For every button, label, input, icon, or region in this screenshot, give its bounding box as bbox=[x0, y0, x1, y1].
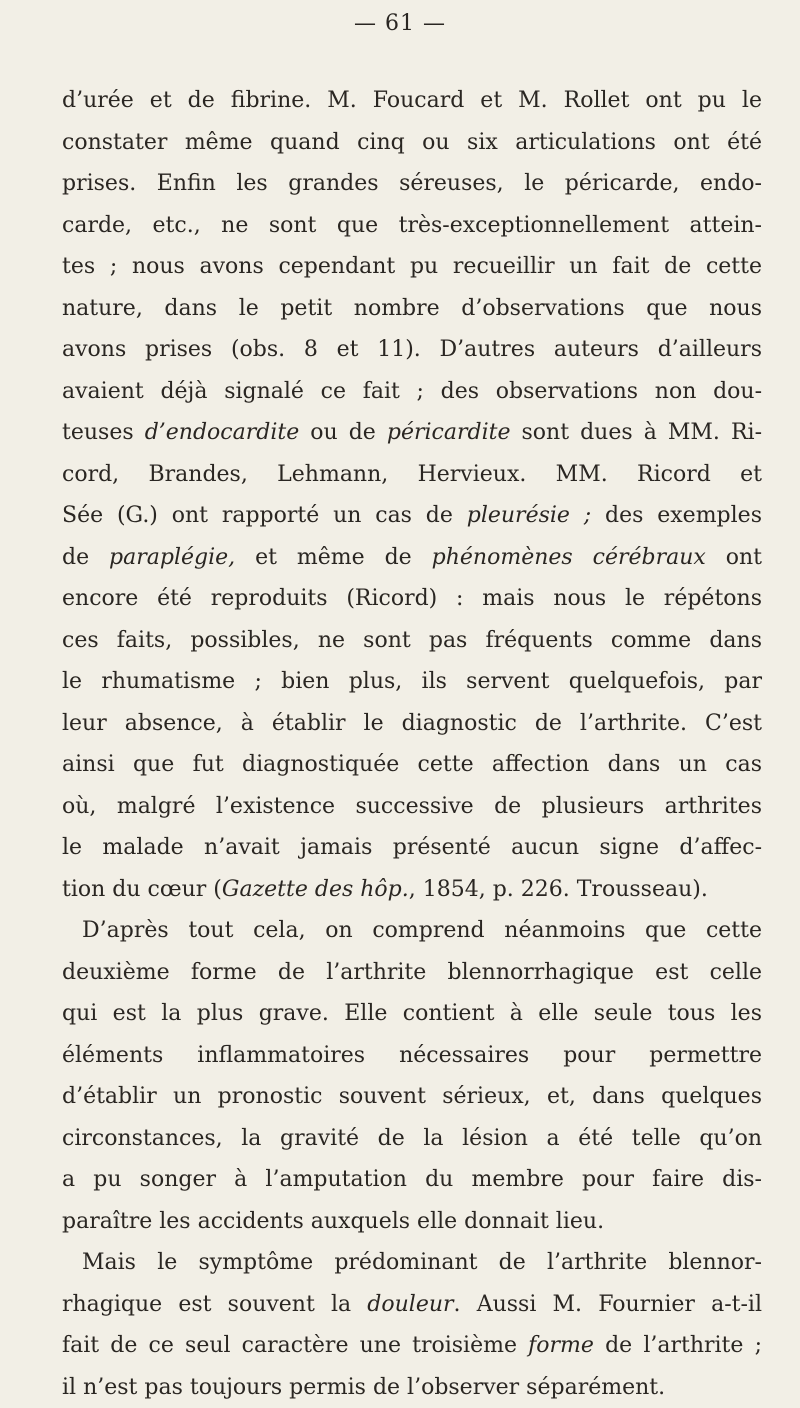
text-line bbox=[62, 1367, 762, 1408]
text-segment: cord, Brandes, Lehmann, Hervieux. MM. Ricord et bbox=[62, 462, 762, 487]
text-segment: ces faits, possibles, ne sont pas fréquents comme dans bbox=[62, 628, 762, 653]
italic-text: douleur bbox=[367, 1292, 453, 1317]
text-segment: d’urée et de fibrine. M. Foucard et M. Rollet ont pu le bbox=[62, 88, 762, 113]
text-line bbox=[62, 661, 762, 703]
text-line bbox=[62, 703, 762, 745]
text-segment: tes ; nous avons cependant pu recueillir un fait de cette bbox=[62, 254, 762, 279]
text-line bbox=[62, 537, 762, 579]
text-line bbox=[62, 578, 762, 620]
text-segment: il n’est pas toujours permis de l’observer séparément. bbox=[62, 1375, 665, 1400]
italic-text: pleurésie ; bbox=[467, 503, 591, 528]
text-line bbox=[62, 1284, 762, 1326]
text-segment: sont dues à MM. Ri- bbox=[510, 420, 762, 445]
italic-text: forme bbox=[528, 1333, 594, 1358]
text-segment: avaient déjà signalé ce fait ; des observations non dou- bbox=[62, 379, 762, 404]
text-segment: tion du cœur ( bbox=[62, 877, 222, 902]
text-segment: leur absence, à établir le diagnostic de l’arthrite. C’est bbox=[62, 711, 762, 736]
text-line bbox=[62, 80, 762, 122]
text-segment: Mais le symptôme prédominant de l’arthrite blennor- bbox=[82, 1250, 762, 1275]
text-segment: éléments inflammatoires nécessaires pour permettre bbox=[62, 1043, 762, 1068]
text-segment: nature, dans le petit nombre d’observations que nous bbox=[62, 296, 762, 321]
text-segment: carde, etc., ne sont que très-exceptionnellement attein- bbox=[62, 213, 762, 238]
text-line bbox=[62, 246, 762, 288]
text-line bbox=[62, 1325, 762, 1367]
text-line bbox=[62, 163, 762, 205]
text-line bbox=[62, 1159, 762, 1201]
text-segment: Sée (G.) ont rapporté un cas de bbox=[62, 503, 467, 528]
text-line bbox=[62, 620, 762, 662]
text-line bbox=[62, 412, 762, 454]
text-line bbox=[62, 1201, 762, 1243]
text-line bbox=[62, 122, 762, 164]
text-line bbox=[62, 786, 762, 828]
text-line bbox=[62, 205, 762, 247]
text-line bbox=[62, 869, 762, 911]
text-segment: teuses bbox=[62, 420, 145, 445]
text-segment: où, malgré l’existence successive de plusieurs arthrites bbox=[62, 794, 762, 819]
text-segment: ou de bbox=[299, 420, 387, 445]
text-segment: de bbox=[62, 545, 109, 570]
page-number: — 61 — bbox=[0, 11, 800, 36]
text-segment: circonstances, la gravité de la lésion a été telle qu’on bbox=[62, 1126, 762, 1151]
text-line bbox=[62, 371, 762, 413]
text-line bbox=[62, 288, 762, 330]
text-segment: le rhumatisme ; bien plus, ils servent quelquefois, par bbox=[62, 669, 762, 694]
text-segment: des exemples bbox=[591, 503, 762, 528]
italic-text: phénomènes cérébraux bbox=[432, 545, 706, 570]
text-segment: rhagique est souvent la bbox=[62, 1292, 367, 1317]
text-segment: avons prises (obs. 8 et 11). D’autres auteurs d’ailleurs bbox=[62, 337, 762, 362]
text-line bbox=[62, 993, 762, 1035]
text-segment: et même de bbox=[235, 545, 431, 570]
text-line bbox=[62, 827, 762, 869]
text-line bbox=[62, 1242, 762, 1284]
text-line bbox=[62, 1118, 762, 1160]
text-line bbox=[62, 952, 762, 994]
text-segment: fait de ce seul caractère une troisième bbox=[62, 1333, 528, 1358]
text-segment: constater même quand cinq ou six articulations ont été bbox=[62, 130, 762, 155]
text-segment: prises. Enfin les grandes séreuses, le péricarde, endo- bbox=[62, 171, 762, 196]
text-segment: deuxième forme de l’arthrite blennorrhagique est celle bbox=[62, 960, 762, 985]
text-segment: a pu songer à l’amputation du membre pour faire dis- bbox=[62, 1167, 762, 1192]
text-line bbox=[62, 910, 762, 952]
text-line bbox=[62, 744, 762, 786]
text-line bbox=[62, 454, 762, 496]
text-line bbox=[62, 329, 762, 371]
text-segment: d’établir un pronostic souvent sérieux, et, dans quelques bbox=[62, 1084, 762, 1109]
italic-text: d’endocardite bbox=[145, 420, 300, 445]
text-segment: . Aussi M. Fournier a-t-il bbox=[454, 1292, 762, 1317]
text-segment: qui est la plus grave. Elle contient à elle seule tous les bbox=[62, 1001, 762, 1026]
text-segment: , 1854, p. 226. Trousseau). bbox=[409, 877, 708, 902]
text-line bbox=[62, 1076, 762, 1118]
text-line bbox=[62, 1035, 762, 1077]
italic-text: péricardite bbox=[387, 420, 511, 445]
text-segment: de l’arthrite ; bbox=[594, 1333, 762, 1358]
text-segment: ainsi que fut diagnostiquée cette affection dans un cas bbox=[62, 752, 762, 777]
text-segment: ont bbox=[706, 545, 762, 570]
body-text bbox=[62, 80, 762, 1408]
text-segment: D’après tout cela, on comprend néanmoins que cette bbox=[82, 918, 762, 943]
text-line bbox=[62, 495, 762, 537]
italic-text: Gazette des hôp. bbox=[222, 877, 409, 902]
text-segment: le malade n’avait jamais présenté aucun signe d’affec- bbox=[62, 835, 762, 860]
text-segment: encore été reproduits (Ricord) : mais nous le répétons bbox=[62, 586, 762, 611]
italic-text: paraplégie, bbox=[109, 545, 235, 570]
text-segment: paraître les accidents auxquels elle donnait lieu. bbox=[62, 1209, 604, 1234]
